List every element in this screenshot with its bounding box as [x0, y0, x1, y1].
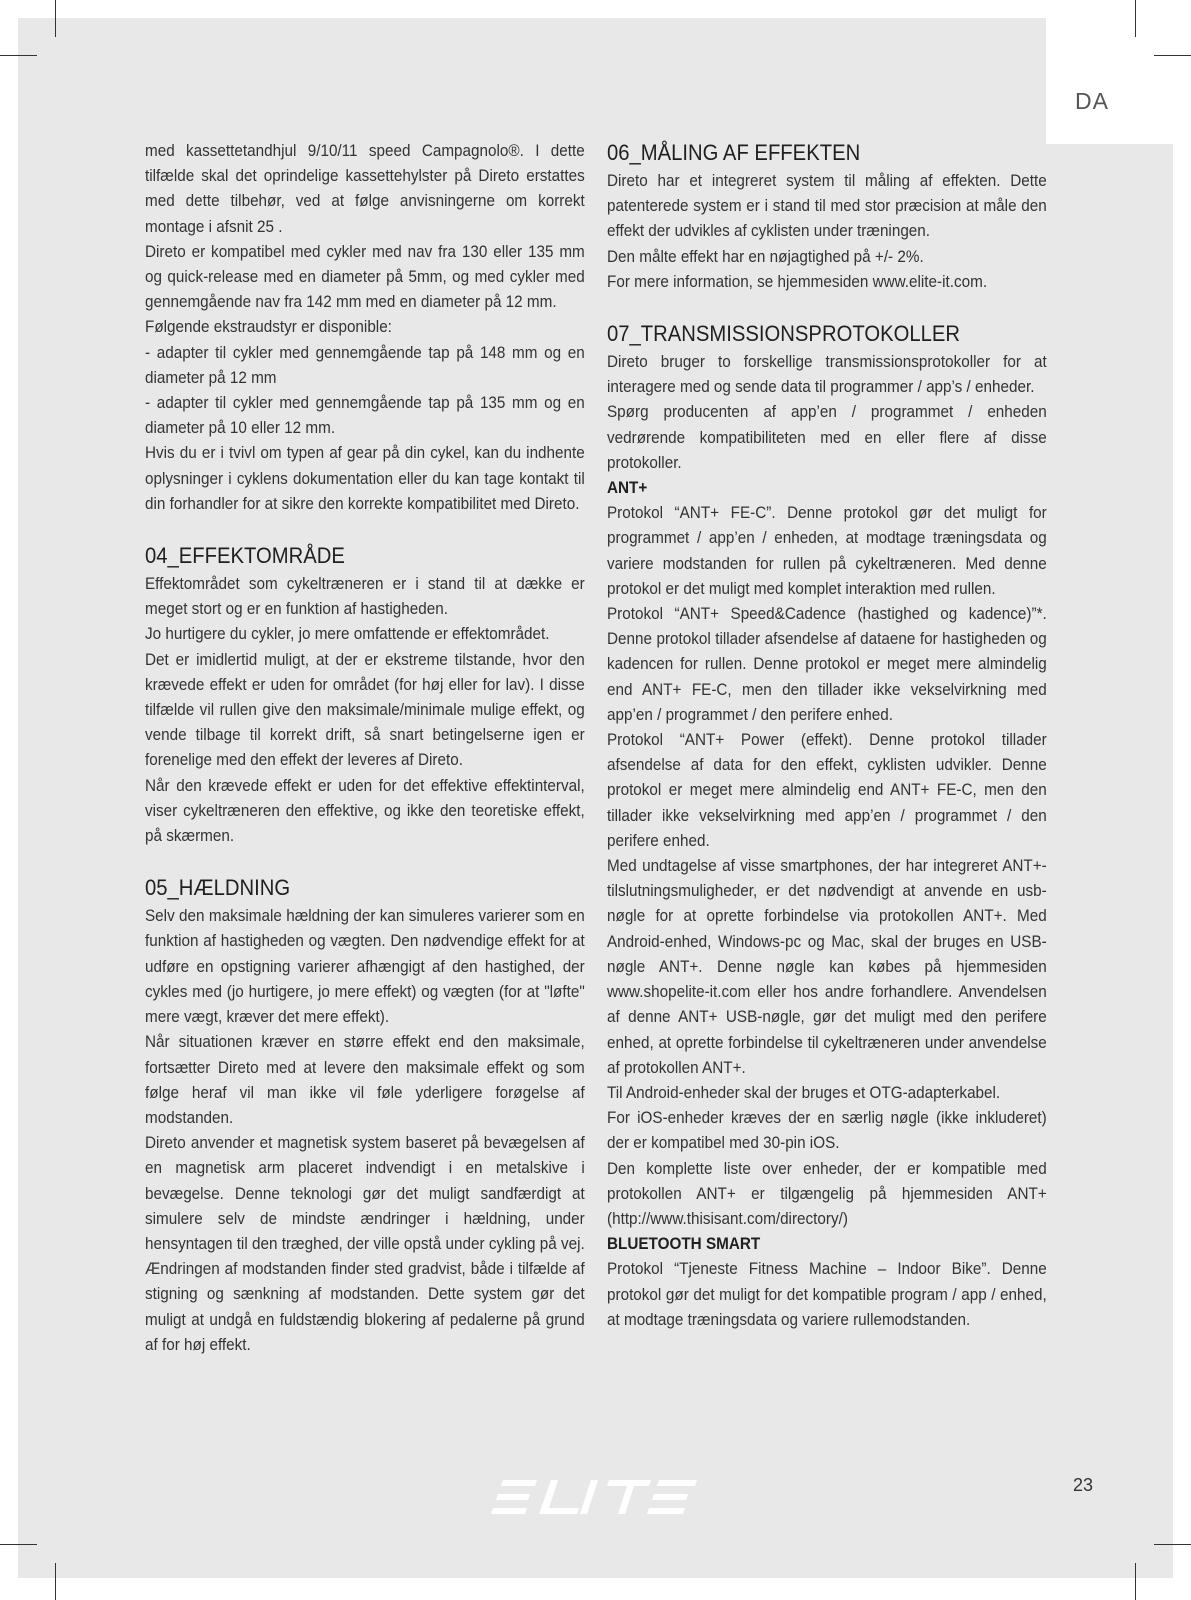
- paragraph: Selv den maksimale hældning der kan simuleres varierer som en funktion af hastigheden og vægten. Den nødvendige effekt for at udføre en opstigning varierer afhængigt af den hastighed, der cykles med (jo hurtigere, jo mere effekt) og vægten (for at "løfte" mere vægt, kræver det mere effekt).: [145, 906, 585, 1027]
- elite-logo: [489, 1480, 699, 1514]
- paragraph: For iOS-enheder kræves der en særlig nøgle (ikke inkluderet) der er kompatibel med 30-pin iOS.: [607, 1108, 1047, 1153]
- paragraph: Når situationen kræver en større effekt end den maksimale, fortsætter Direto med at levere den maksimale effekt og som følge heraf vil man ikke vil føle yderligere forøgelse af modstanden.: [145, 1032, 585, 1127]
- paragraph: Protokol “Tjeneste Fitness Machine – Indoor Bike”. Denne protokol gør det muligt for det kompatible program / app / enhed, at modtage træningsdata og variere rullemodstanden.: [607, 1259, 1047, 1329]
- elite-logo-mark: [491, 1480, 697, 1514]
- crop-mark: [1135, 1563, 1136, 1600]
- crop-mark: [0, 1544, 37, 1545]
- paragraph: Protokol “ANT+ FE-C”. Denne protokol gør det muligt for programmet / app’en / enheden, at modtage træningsdata og variere modstanden for rullen på cykeltræneren. Med denne protokol er det muligt med komplet interaktion med rullen.: [607, 503, 1047, 598]
- subheading-ant: ANT+: [607, 478, 648, 498]
- crop-mark: [1135, 0, 1136, 37]
- paragraph: For mere information, se hjemmesiden www.elite-it.com.: [607, 271, 988, 291]
- paragraph: med kassettetandhjul 9/10/11 speed Campagnolo®. I dette tilfælde skal det oprindelige kassettehylster på Direto erstattes med dette tilbehør, ved at følge anvisningerne om korrekt montage i afsnit 25 .: [145, 141, 585, 236]
- crop-mark: [1154, 1544, 1191, 1545]
- paragraph: Hvis du er i tvivl om typen af gear på din cykel, kan du indhente oplysninger i cyklens dokumentation eller du kan tage kontakt til din forhandler for at sikre den korrekte kompatibilitet med Direto.: [145, 443, 585, 513]
- language-label: DA: [1075, 88, 1109, 114]
- subheading-bluetooth: BLUETOOTH SMART: [607, 1234, 761, 1254]
- crop-mark: [1154, 55, 1191, 56]
- paragraph: Den komplette liste over enheder, der er kompatible med protokollen ANT+ er tilgængelig på hjemmesiden ANT+ (http://www.thisisant.com/directory/): [607, 1158, 1047, 1228]
- page-number: 23: [1073, 1475, 1094, 1495]
- paragraph: Til Android-enheder skal der bruges et OTG-adapterkabel.: [607, 1082, 1001, 1102]
- language-tab: [1046, 18, 1173, 144]
- paragraph: Med undtagelse af visse smartphones, der har integreret ANT+-tilslutningsmuligheder, er det nødvendigt at anvende en usb-nøgle for at oprette forbindelse via protokollen ANT+. Med Android-enhed, Windows-pc og Mac, skal der bruges en USB-nøgle ANT+. Denne nøgle kan købes på hjemmesiden www.shopelite-it.com eller hos andre forhandlere. Anvendelsen af denne ANT+ USB-nøgle, gør det muligt med den perifere enhed, at oprette forbindelse til cykeltræneren under anvendelse af protokollen ANT+.: [607, 856, 1047, 1077]
- paragraph: Direto anvender et magnetisk system baseret på bevægelsen af en magnetisk arm placeret indvendigt i en metalskive i bevægelse. Denne teknologi gør det muligt sandfærdigt at simulere selv de mindste ændringer i hældning, under hensyntagen til den træghed, der ville opstå under cykling på vej. Ændringen af modstanden finder sted gradvist, både i tilfælde af stigning og sænkning af modstanden. Dette system gør det muligt at undgå en fuldstændig blokering af pedalerne på grund af for høj effekt.: [145, 1133, 585, 1354]
- section-heading-06: 06_MÅLING AF EFFEKTEN: [607, 140, 861, 165]
- list-item: - adapter til cykler med gennemgående tap på 148 mm og en diameter på 12 mm: [145, 342, 585, 387]
- section-heading-04: 04_EFFEKTOMRÅDE: [145, 543, 345, 569]
- section-heading-05: 05_HÆLDNING: [145, 875, 291, 901]
- paragraph: Protokol “ANT+ Power (effekt). Denne protokol tillader afsendelse af data for den effekt, cyklisten udvikler. Denne protokol er meget mere almindelig end ANT+ FE-C, men den tillader ikke vekselvirkning med app’en / programmet / den perifere enhed.: [607, 730, 1047, 850]
- crop-mark: [55, 1563, 56, 1600]
- paragraph: Effektområdet som cykeltræneren er i stand til at dække er meget stort og er en funktion af hastigheden.: [145, 574, 585, 619]
- list-item: - adapter til cykler med gennemgående tap på 135 mm og en diameter på 10 eller 12 mm.: [145, 393, 585, 438]
- paragraph: Følgende ekstraudstyr er disponible:: [145, 317, 392, 337]
- right-column: [607, 138, 1047, 1332]
- paragraph: Protokol “ANT+ Speed&Cadence (hastighed og kadence)”*. Denne protokol tillader afsendelse af dataene for hastigheden og kadencen for rullen. Denne protokol er meget mere almindelig end ANT+ FE-C, men den tillader ikke vekselvirkning med app’en / programmet / den perifere enhed.: [607, 604, 1047, 724]
- paragraph: Direto har et integreret system til måling af effekten. Dette patenterede system er i stand til med stor præcision at måle den effekt der udvikles af cyklisten under træningen.: [607, 171, 1047, 241]
- paragraph: Når den krævede effekt er uden for det effektive effektinterval, viser cykeltræneren den effektive, og ikke den teoretiske effekt, på skærmen.: [145, 775, 585, 846]
- paragraph: Det er imidlertid muligt, at der er ekstreme tilstande, hvor den krævede effekt er uden for området (for høj eller for lav). I disse tilfælde vil rullen give den maksimale/minimale mulige effekt, og vende tilbage til korrekt drift, så snart betingelserne igen er forenelige med den effekt der leveres af Direto.: [145, 649, 585, 770]
- crop-mark: [0, 55, 37, 56]
- paragraph: Jo hurtigere du cykler, jo mere omfattende er effektområdet.: [145, 624, 550, 644]
- crop-mark: [55, 0, 56, 37]
- paragraph: Spørg producenten af app’en / programmet / enheden vedrørende kompatibiliteten med en eller flere af disse protokoller.: [607, 402, 1047, 472]
- left-column: [145, 138, 585, 1357]
- paragraph: Direto bruger to forskellige transmissionsprotokoller for at interagere med og sende data til programmer / app’s / enheder.: [607, 352, 1047, 397]
- paragraph: Direto er kompatibel med cykler med nav fra 130 eller 135 mm og quick-release med en diameter på 5mm, og med cykler med gennemgående nav fra 142 mm med en diameter på 12 mm.: [145, 241, 585, 312]
- section-heading-07: 07_TRANSMISSIONSPROTOKOLLER: [607, 321, 960, 347]
- paragraph: Den målte effekt har en nøjagtighed på +/- 2%.: [607, 246, 924, 266]
